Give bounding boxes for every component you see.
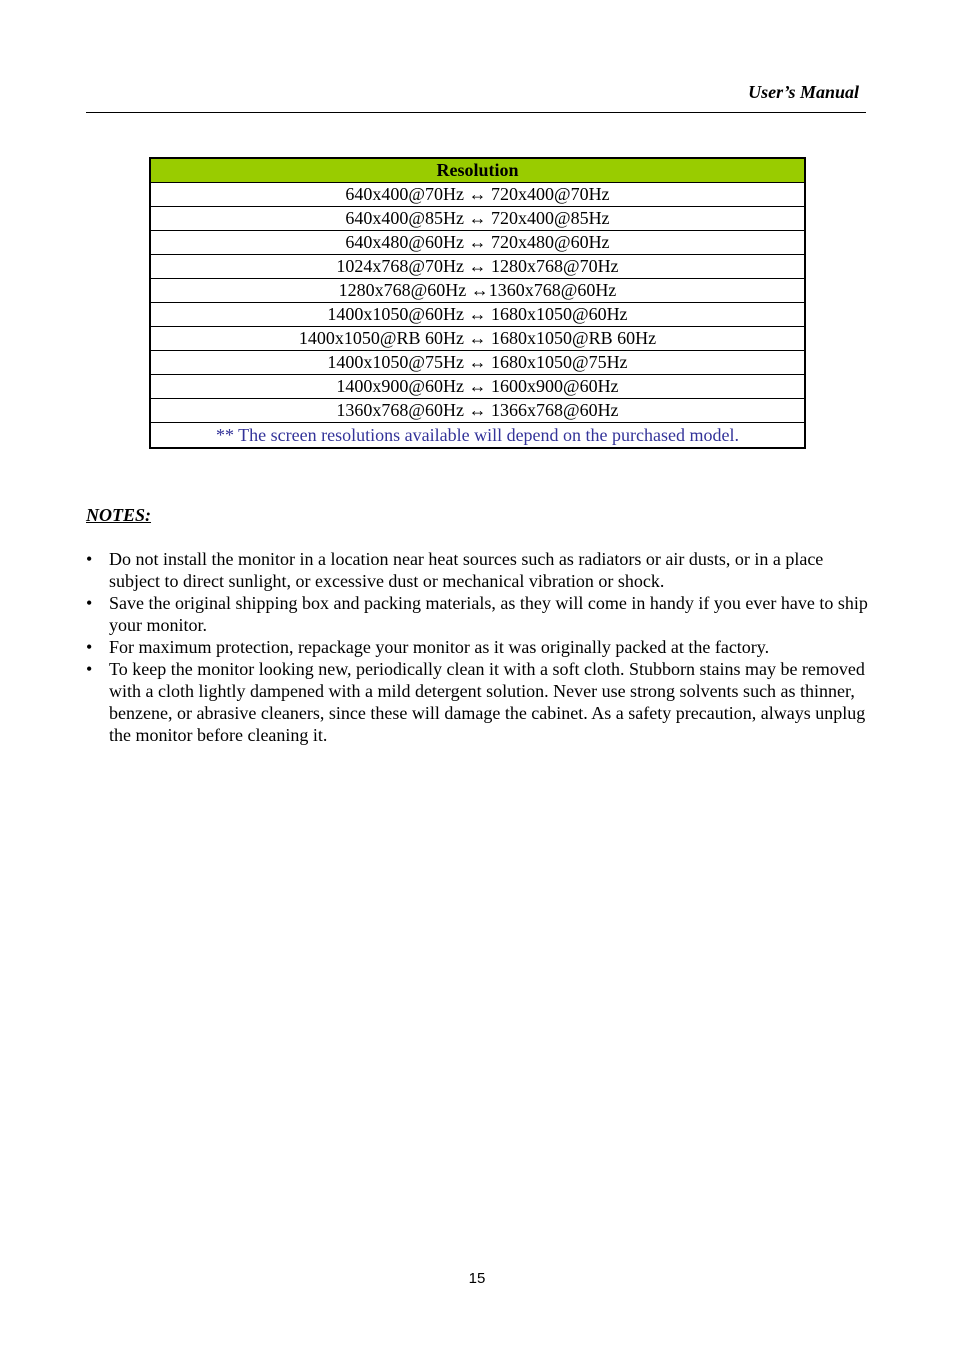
table-footnote-row xyxy=(150,423,805,449)
list-item xyxy=(86,548,870,592)
table-row xyxy=(150,183,805,207)
list-item xyxy=(86,636,870,658)
resolution-cell: 1360x768@60Hz ↔ 1366x768@60Hz xyxy=(150,399,805,423)
header-title: User’s Manual xyxy=(748,82,859,102)
note-text: Do not install the monitor in a location near heat sources such as radiators or air dusts, or in a place subject to direct sunlight, or excessive dust or mechanical vibration or shock. xyxy=(109,549,824,591)
table-header-resolution: Resolution xyxy=(150,158,805,183)
resolution-cell: 1400x1050@RB 60Hz ↔ 1680x1050@RB 60Hz xyxy=(150,327,805,351)
table-row xyxy=(150,255,805,279)
bullet-icon: • xyxy=(86,637,93,657)
note-text: To keep the monitor looking new, periodically clean it with a soft cloth. Stubborn stains may be removed with a cloth lightly dampened with a mild detergent solution. Never use strong solvents such as thinner, benzene, or abrasive cleaners, since these will damage the cabinet. As a safety precaution, always unplug the monitor before cleaning it. xyxy=(109,659,866,745)
table-row xyxy=(150,375,805,399)
note-text: Save the original shipping box and packing materials, as they will come in handy if you ever have to ship your monitor. xyxy=(109,593,868,635)
page-number: 15 xyxy=(468,1270,486,1287)
table-row xyxy=(150,327,805,351)
notes-heading: NOTES: xyxy=(86,505,152,525)
resolution-cell: 640x400@85Hz ↔ 720x400@85Hz xyxy=(150,207,805,231)
table-row xyxy=(150,399,805,423)
bullet-icon: • xyxy=(86,593,93,613)
resolution-cell: 1400x1050@75Hz ↔ 1680x1050@75Hz xyxy=(150,351,805,375)
resolution-cell: 1280x768@60Hz ↔1360x768@60Hz xyxy=(150,279,805,303)
table-row xyxy=(150,303,805,327)
header-divider xyxy=(86,112,866,113)
resolution-cell: 640x480@60Hz ↔ 720x480@60Hz xyxy=(150,231,805,255)
resolution-cell: 640x400@70Hz ↔ 720x400@70Hz xyxy=(150,183,805,207)
resolution-cell: 1024x768@70Hz ↔ 1280x768@70Hz xyxy=(150,255,805,279)
table-header-row xyxy=(150,158,805,183)
resolution-table xyxy=(149,157,806,449)
list-item xyxy=(86,658,870,746)
table-row xyxy=(150,279,805,303)
note-text: For maximum protection, repackage your monitor as it was originally packed at the factory. xyxy=(109,637,770,657)
notes-list xyxy=(86,548,870,746)
resolution-cell: 1400x900@60Hz ↔ 1600x900@60Hz xyxy=(150,375,805,399)
list-item xyxy=(86,592,870,636)
table-row xyxy=(150,207,805,231)
bullet-icon: • xyxy=(86,549,93,569)
bullet-icon: • xyxy=(86,659,93,679)
table-footnote: ** The screen resolutions available will depend on the purchased model. xyxy=(150,423,805,449)
table-row xyxy=(150,351,805,375)
table-row xyxy=(150,231,805,255)
resolution-cell: 1400x1050@60Hz ↔ 1680x1050@60Hz xyxy=(150,303,805,327)
